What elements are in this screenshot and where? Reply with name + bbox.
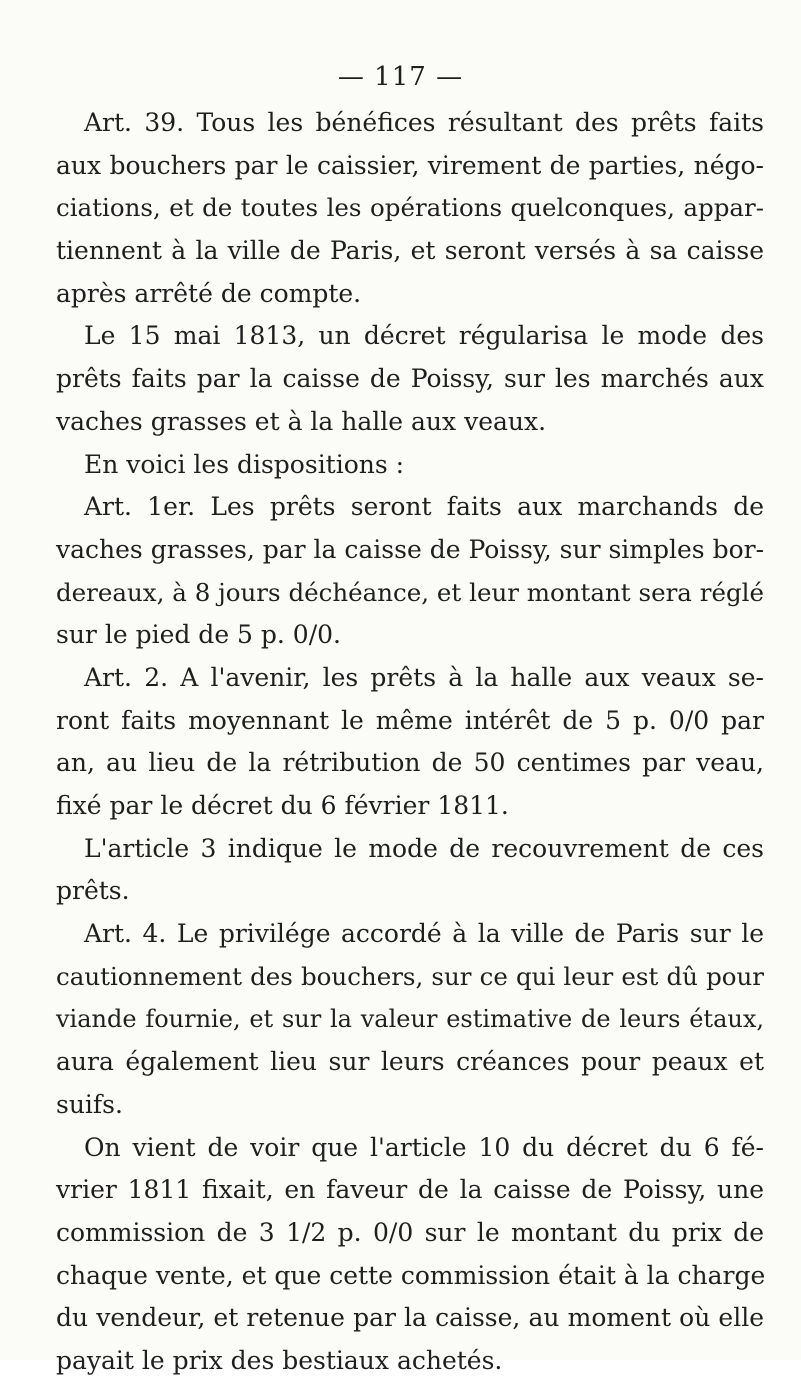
- text-line: Art. 2. A l'avenir, les prêts à la halle aux veaux se-: [84, 662, 764, 692]
- text-line: payait le prix des bestiaux achetés.: [56, 1345, 503, 1375]
- text-line: dereaux, à 8 jours déchéance, et leur montant sera réglé: [56, 577, 764, 607]
- text-line: vaches grasses et à la halle aux veaux.: [56, 406, 547, 436]
- text-line: Le 15 mai 1813, un décret régularisa le mode des: [84, 321, 764, 351]
- text-line: suifs.: [56, 1089, 123, 1119]
- page-number: — 117 —: [337, 62, 464, 92]
- text-line: prêts faits par la caisse de Poissy, sur les marchés aux: [56, 364, 764, 394]
- text-line: vaches grasses, par la caisse de Poissy, sur simples bor-: [56, 534, 765, 564]
- text-line: vrier 1811 fixait, en faveur de la caisse de Poissy, une: [56, 1175, 764, 1205]
- text-line: chaque vente, et que cette commission était à la charge: [56, 1260, 766, 1290]
- text-line: Art. 4. Le privilége accordé à la ville de Paris sur le: [84, 919, 764, 949]
- text-line: viande fournie, et sur la valeur estimative de leurs étaux,: [56, 1005, 764, 1034]
- text-line: après arrêté de compte.: [56, 278, 362, 308]
- text-line: ront faits moyennant le même intérêt de 5 p. 0/0 par: [56, 705, 764, 735]
- text-line: aura également lieu sur leurs créances pour peaux et: [56, 1047, 764, 1077]
- body-text: [56, 102, 764, 1383]
- text-line: L'article 3 indique le mode de recouvrement de ces: [84, 833, 764, 863]
- text-line: du vendeur, et retenue par la caisse, au moment où elle: [56, 1303, 764, 1333]
- text-line: cautionnement des bouchers, sur ce qui leur est dû pour: [56, 961, 764, 991]
- text-line: sur le pied de 5 p. 0/0.: [56, 620, 341, 650]
- text-line: an, au lieu de la rétribution de 50 centimes par veau,: [56, 748, 764, 778]
- text-line: aux bouchers par le caissier, virement de parties, négo-: [56, 150, 764, 180]
- text-line: En voici les dispositions :: [84, 449, 405, 479]
- text-line: Art. 39. Tous les bénéfices résultant des prêts faits: [84, 108, 764, 137]
- text-line: prêts.: [56, 876, 130, 906]
- text-line: ciations, et de toutes les opérations quelconques, appar-: [56, 193, 764, 223]
- text-line: tiennent à la ville de Paris, et seront versés à sa caisse: [56, 236, 764, 266]
- text-line: fixé par le décret du 6 février 1811.: [56, 791, 509, 820]
- text-line: commission de 3 1/2 p. 0/0 sur le montant du prix de: [56, 1217, 764, 1247]
- text-line: On vient de voir que l'article 10 du décret du 6 fé-: [84, 1132, 764, 1162]
- text-line: Art. 1er. Les prêts seront faits aux marchands de: [84, 492, 764, 522]
